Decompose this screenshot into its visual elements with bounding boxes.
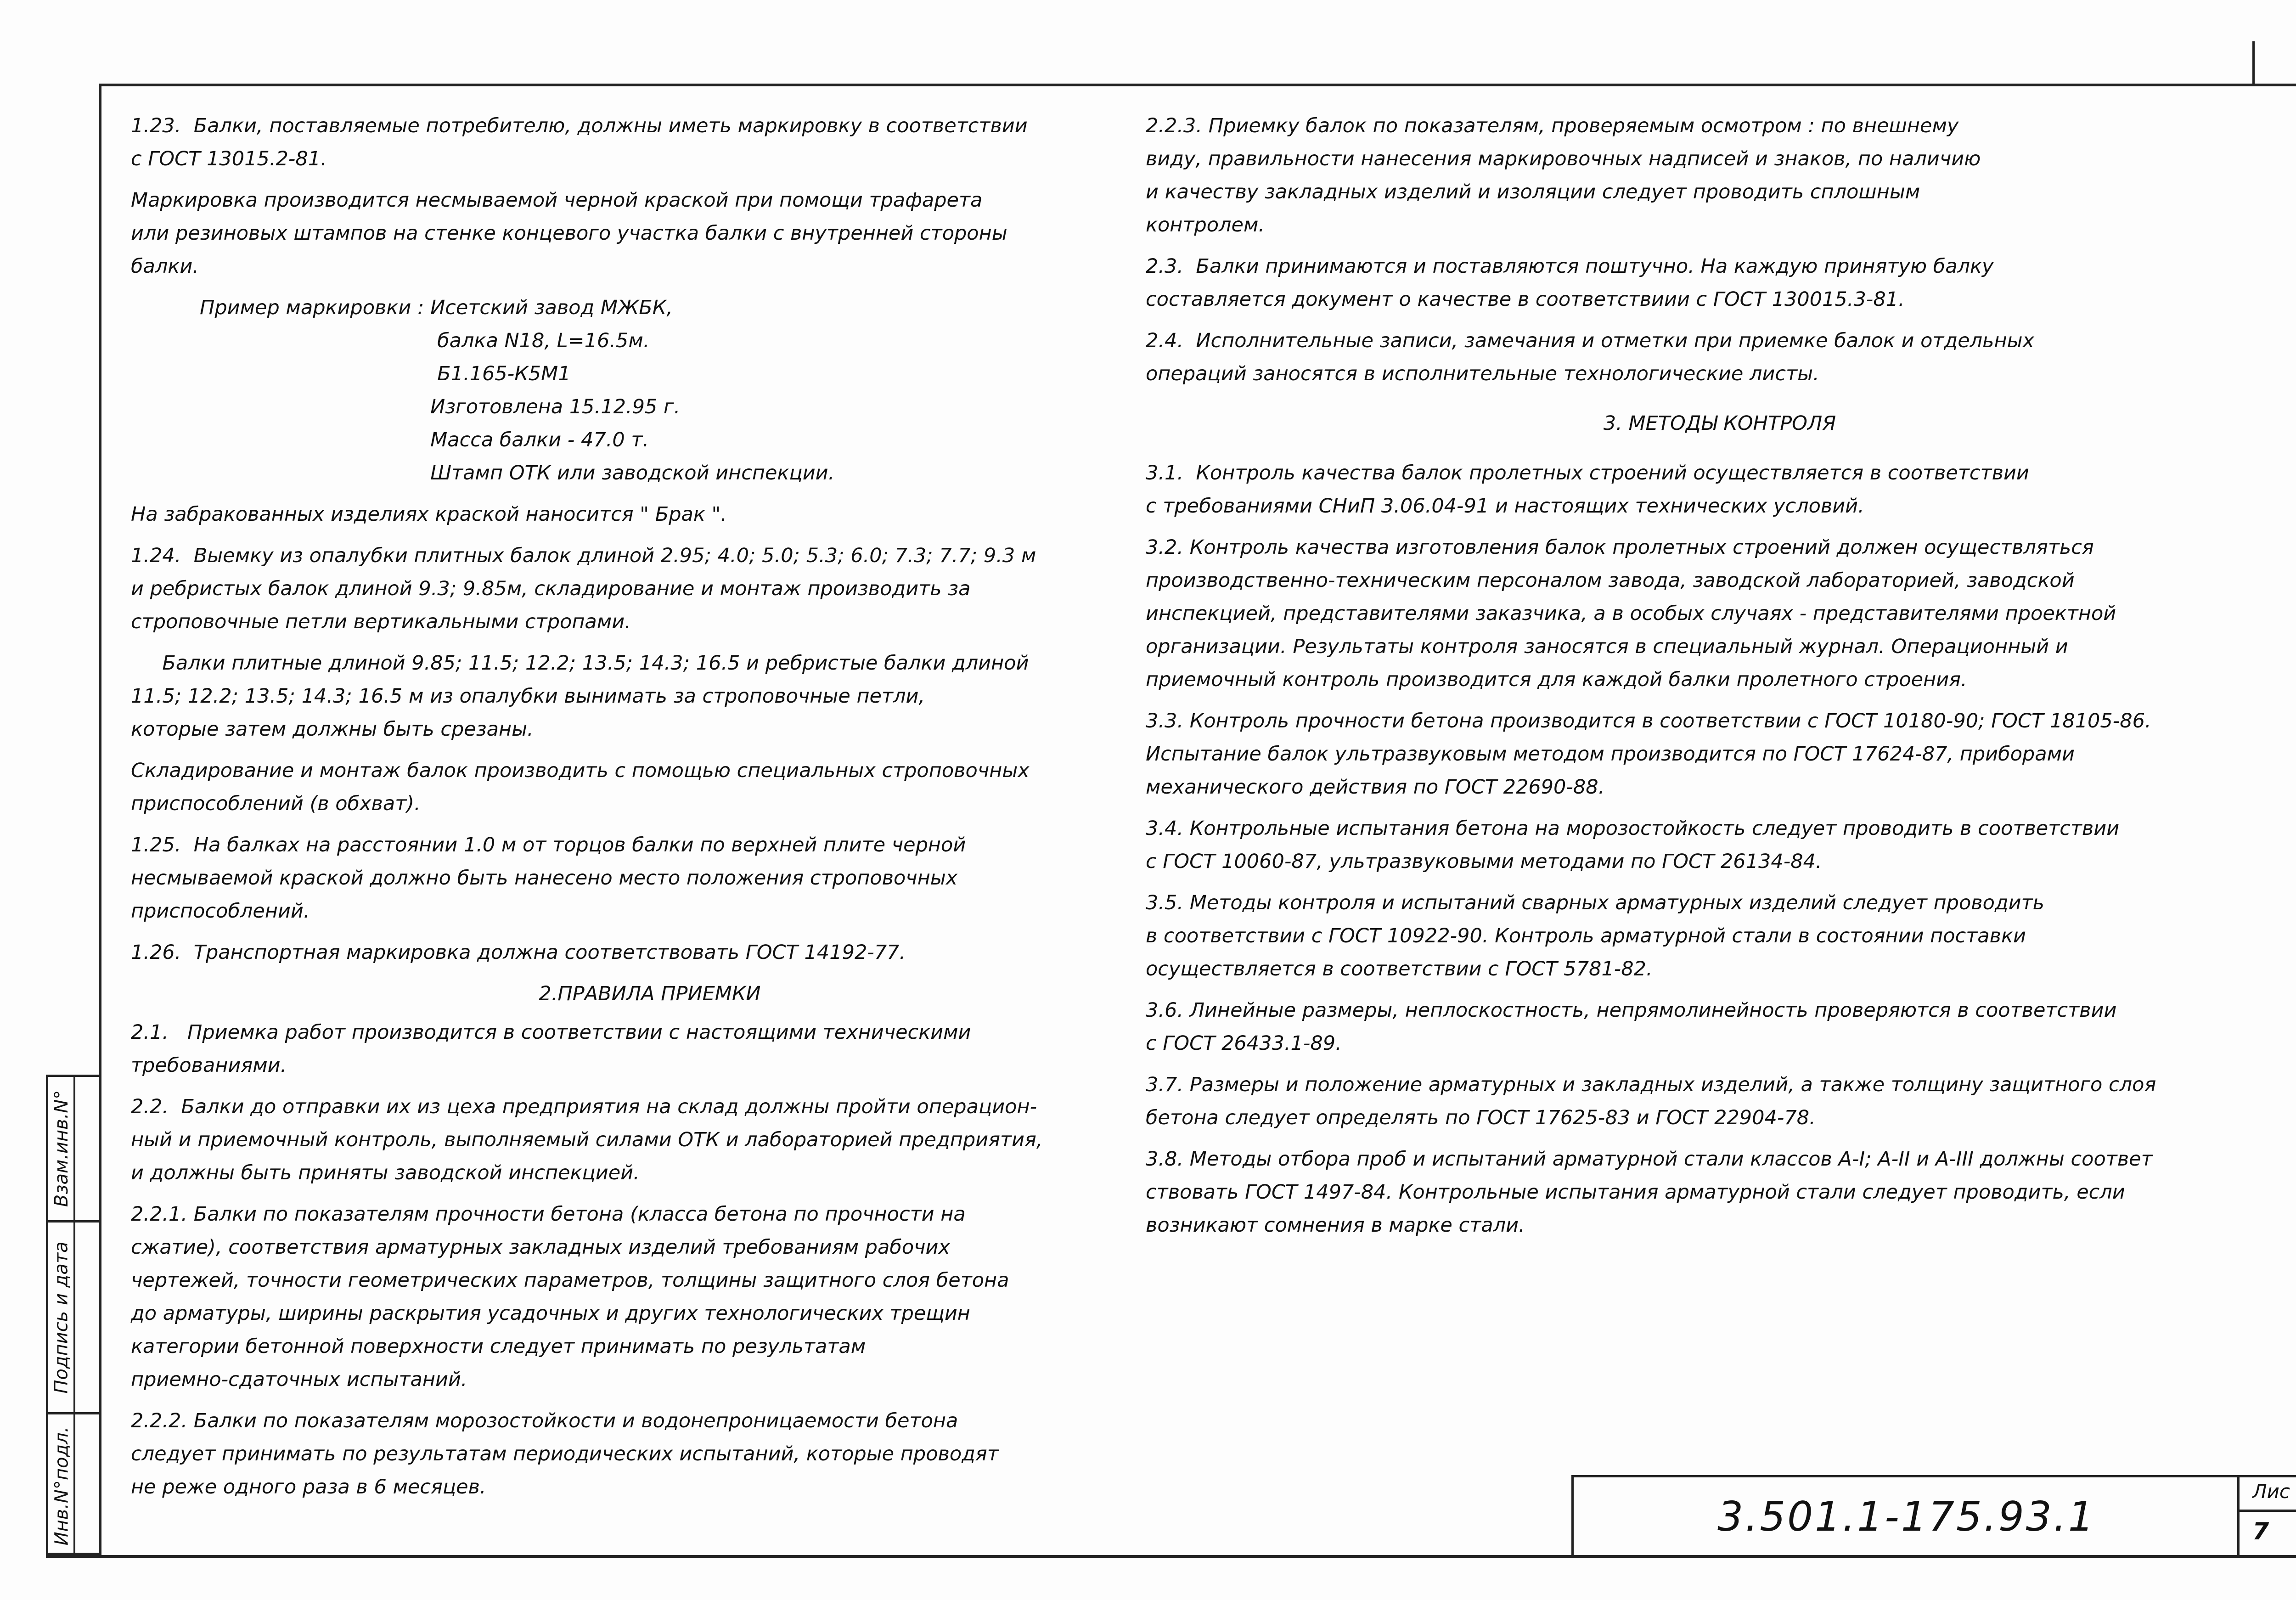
paragraph-3-7: 3.7. Размеры и положение арматурных и закладных изделий, а также толщину защитного слоя бетона следует определять по ГОСТ 17625-83 и ГОСТ 22904-78. — [1146, 1073, 2156, 1129]
section-heading-3: 3. МЕТОДЫ КОНТРОЛЯ — [1603, 412, 1836, 435]
right-text-column — [1146, 109, 2294, 1250]
paragraph-2-2: 2.2. Балки до отправки их из цеха предприятия на склад должны пройти операцион- ный и приемочный контроль, выполняемый силами ОТК и лабораторией предприятия, и должны быть приняты заводской инспекцией. — [131, 1095, 1043, 1184]
paragraph-3-4: 3.4. Контрольные испытания бетона на морозостойкость следует проводить в соответствии с ГОСТ 10060-87, ультразвуковыми методами по ГОСТ 26134-84. — [1146, 817, 2120, 873]
frame-top-tick — [2252, 41, 2255, 84]
title-block-divider — [2237, 1477, 2240, 1555]
example-line: балка N18, L=16.5м. — [437, 329, 650, 352]
paragraph-3-3: 3.3. Контроль прочности бетона производится в соответствии с ГОСТ 10180-90; ГОСТ 18105-86. Испытание балок ультразвуковым методом производится по ГОСТ 17624-87, приборами механического действия по ГОСТ 22690-88. — [1146, 710, 2151, 799]
paragraph-1-26: 1.26. Транспортная маркировка должна соответствовать ГОСТ 14192-77. — [131, 941, 906, 964]
example-line: Масса балки - 47.0 т. — [430, 428, 649, 451]
paragraph-3-8: 3.8. Методы отбора проб и испытаний арматурной стали классов А-I; А-II и А-III должны соответ ствовать ГОСТ 1497-84. Контрольные испытания арматурной стали следует проводить, если возникают сомнения в марке стали. — [1146, 1148, 2153, 1237]
paragraph-marking: Маркировка производится несмываемой черной краской при помощи трафарета или резиновых штампов на стенке концевого участка балки с внутренней стороны балки. — [131, 189, 1007, 278]
paragraph-3-5: 3.5. Методы контроля и испытаний сварных арматурных изделий следует проводить в соответствии с ГОСТ 10922-90. Контроль арматурной стали в состоянии поставки осуществляется в соответствии с ГОСТ 5781-82. — [1146, 891, 2045, 980]
frame-top-border — [99, 84, 2296, 86]
title-block — [1571, 1475, 2296, 1558]
example-label: Пример маркировки : — [200, 296, 431, 319]
sheet-number: 7 — [2252, 1518, 2269, 1545]
paragraph-1-23: 1.23. Балки, поставляемые потребителю, должны иметь маркировку в соответствии с ГОСТ 13015.2-81. — [131, 114, 1028, 170]
paragraph-storage: Складирование и монтаж балок производить с помощью специальных строповочных приспособлений (в обхват). — [131, 759, 1030, 815]
paragraph-1-24-cont: Балки плитные длиной 9.85; 11.5; 12.2; 13.5; 14.3; 16.5 и ребристые балки длиной 11.5; 12.2; 13.5; 14.3; 16.5 м из опалубки вынимать за строповочные петли, которые затем должны быть срезаны. — [131, 652, 1029, 741]
example-line: Б1.165-К5М1 — [437, 362, 571, 385]
paragraph-3-2: 3.2. Контроль качества изготовления балок пролетных строений должен осуществляться производственно-техническим персоналом завода, заводской лабораторией, заводской инспекцией, представителями заказчика, а в особых случаях - представителями проектной организации. Результаты контроля заносятся в специальный журнал. Операционный и приемочный контроль производится для каждой балки пролетного строения. — [1146, 536, 2116, 691]
stamp-vzam-inv-label: Взам.инв.N° — [51, 1090, 73, 1207]
paragraph-reject: На забракованных изделиях краской наносится " Брак ". — [131, 503, 727, 526]
left-text-column — [131, 109, 1169, 1512]
sheet-cell-divider — [2240, 1510, 2296, 1512]
paragraph-3-1: 3.1. Контроль качества балок пролетных строений осуществляется в соответствии с требованиями СНиП 3.06.04-91 и настоящих технических условий. — [1146, 462, 2029, 518]
side-stamp — [46, 1075, 99, 1555]
paragraph-2-2-2: 2.2.2. Балки по показателям морозостойкости и водонепроницаемости бетона следует принимать по результатам периодических испытаний, которые проводят не реже одного раза в 6 месяцев. — [131, 1409, 999, 1499]
stamp-inv-podl-label: Инв.N°подл. — [51, 1426, 73, 1545]
stamp-podpis-data — [48, 1223, 75, 1412]
paragraph-2-3: 2.3. Балки принимаются и поставляются поштучно. На каждую принятую балку составляется документ о качестве в соответствиии с ГОСТ 130015.3-81. — [1146, 255, 1994, 311]
example-line: Штамп ОТК или заводской инспекции. — [430, 462, 835, 485]
paragraph-3-6: 3.6. Линейные размеры, неплоскостность, непрямолинейность проверяются в соответствии с ГОСТ 26433.1-89. — [1146, 999, 2117, 1055]
example-line: Изготовлена 15.12.95 г. — [430, 395, 681, 418]
frame-left-border — [99, 84, 101, 1558]
paragraph-2-1: 2.1. Приемка работ производится в соответствии с настоящими техническими требованиями. — [131, 1021, 971, 1077]
paragraph-2-2-3: 2.2.3. Приемку балок по показателям, проверяемым осмотром : по внешнему виду, правильности нанесения маркировочных надписей и знаков, по наличию и качеству закладных изделий и изоляции следует проводить сплошным контролем. — [1146, 114, 1981, 237]
paragraph-2-4: 2.4. Исполнительные записи, замечания и отметки при приемке балок и отдельных операций заносятся в исполнительные технологические листы. — [1146, 329, 2034, 385]
marking-example — [200, 291, 1169, 490]
example-lines — [430, 291, 834, 490]
paragraph-2-2-1: 2.2.1. Балки по показателям прочности бетона (класса бетона по прочности на сжатие), соответствия арматурных закладных изделий требованиям рабочих чертежей, точности геометрических параметров, толщины защитного слоя бетона до арматуры, ширины раскрытия усадочных и других технологических трещин категории бетонной поверхности следует принимать по результатам приемно-сдаточных испытаний. — [131, 1203, 1009, 1391]
example-line: Исетский завод МЖБК, — [430, 296, 673, 319]
sheet-label: Лис — [2252, 1480, 2290, 1503]
paragraph-1-24: 1.24. Выемку из опалубки плитных балок длиной 2.95; 4.0; 5.0; 5.3; 6.0; 7.3; 7.7; 9.3 м и ребристых балок длиной 9.3; 9.85м, складирование и монтаж производить за строповочные петли вертикальными стропами. — [131, 544, 1036, 633]
document-number: 3.501.1-175.93.1 — [1717, 1493, 2096, 1540]
stamp-vzam-inv — [48, 1077, 75, 1220]
paragraph-1-25: 1.25. На балках на расстоянии 1.0 м от торцов балки по верхней плите черной несмываемой краской должно быть нанесено место положения строповочных приспособлений. — [131, 834, 966, 923]
stamp-podpis-data-label: Подпись и дата — [51, 1241, 73, 1394]
stamp-inv-podl — [48, 1414, 75, 1557]
section-heading-2: 2.ПРАВИЛА ПРИЕМКИ — [539, 982, 761, 1005]
